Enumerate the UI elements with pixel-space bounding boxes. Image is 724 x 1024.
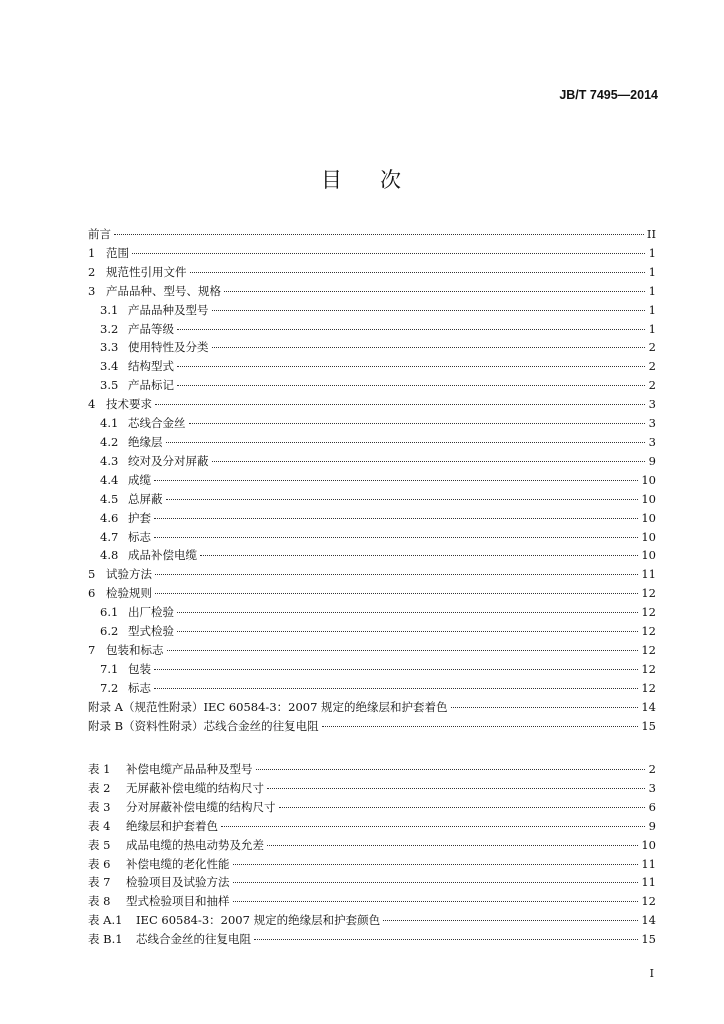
entry-label: 结构型式 [128,359,174,374]
dot-leader [155,574,638,575]
entry-page: 12 [641,586,656,601]
dot-leader [177,612,638,613]
dot-leader [221,826,645,827]
entry-page: 11 [641,875,656,890]
dot-leader [256,769,646,770]
entry-number: 4.4 [100,472,119,487]
entry-page: 1 [648,245,656,260]
toc-entry[interactable] [88,376,656,395]
dot-leader [212,310,646,311]
entry-number: 表 8 [88,894,111,909]
title-char-right: 次 [380,168,403,192]
entry-number: 6 [88,586,96,601]
dot-leader [177,366,645,367]
table-entry[interactable] [88,911,656,930]
entry-number: 3.5 [100,378,119,393]
dot-leader [233,882,639,883]
page-number: I [649,967,654,980]
entry-number: 4.8 [100,548,119,563]
page-title [0,164,724,194]
entry-page: 12 [641,624,656,639]
dot-leader [451,707,639,708]
dot-leader [154,518,638,519]
entry-label: 绞对及分对屏蔽 [128,453,209,468]
toc-entry[interactable] [88,622,656,641]
entry-number: 5 [88,567,96,582]
entry-label: IEC 60584-3：2007 规定的绝缘层和护套颜色 [136,913,381,928]
toc-entry[interactable] [88,414,656,433]
entry-label: 芯线合金丝 [128,416,186,431]
dot-leader [155,593,638,594]
dot-leader [267,788,645,789]
dot-leader [177,631,638,632]
entry-page: 9 [648,818,656,833]
toc-entry[interactable] [88,282,656,301]
table-entry[interactable] [88,760,656,779]
dot-leader [200,555,638,556]
entry-number: 表 6 [88,856,111,871]
dot-leader [154,688,638,689]
entry-page: 10 [641,548,656,563]
entry-number: 表 3 [88,799,111,814]
dot-leader [279,807,646,808]
toc-entry[interactable] [88,603,656,622]
toc-entry[interactable] [88,641,656,660]
entry-label: 补偿电缆产品品种及型号 [126,762,253,776]
entry-label: 护套 [128,510,151,525]
entry-page: 1 [648,283,656,298]
entry-page: 14 [641,913,656,928]
dot-leader [383,920,638,921]
entry-label: 芯线合金丝的往复电阻 [136,932,251,947]
entry-number: 表 7 [88,875,111,890]
entry-number: 3.1 [100,302,119,317]
dot-leader [155,404,645,405]
entry-number: 3.2 [100,321,119,336]
dot-leader [166,499,639,500]
table-entry[interactable] [88,817,656,836]
entry-page: 10 [641,837,656,852]
entry-page: 14 [641,699,656,714]
entry-page: 11 [641,567,656,582]
entry-number: 3.4 [100,359,119,374]
toc-entry[interactable] [88,225,656,244]
entry-number: 表 5 [88,837,111,852]
document-code: JB/T 7495—2014 [559,88,658,102]
entry-label: 包装和标志 [106,642,164,657]
dot-leader [322,726,639,727]
entry-label: 总屏蔽 [128,491,163,506]
toc-entry[interactable] [88,338,656,357]
table-entry[interactable] [88,930,656,949]
entry-page: II [646,227,656,241]
entry-label: 补偿电缆的老化性能 [126,856,230,871]
dot-leader [132,253,645,254]
entry-label: 分对屏蔽补偿电缆的结构尺寸 [126,799,276,814]
table-entry[interactable] [88,798,656,817]
entry-number: 3.3 [100,340,119,355]
entry-label: 使用特性及分类 [128,340,209,355]
table-entry[interactable] [88,892,656,911]
toc-entry[interactable] [88,509,656,528]
entry-label: 成品电缆的热电动势及允差 [126,837,264,852]
dot-leader [177,385,645,386]
entry-number: 6.1 [100,605,119,620]
toc-entry[interactable] [88,357,656,376]
entry-page: 10 [641,510,656,525]
entry-page: 1 [648,302,656,317]
dot-leader [166,442,646,443]
entry-page: 15 [641,932,656,947]
toc-entry[interactable] [88,565,656,584]
dot-leader [154,480,638,481]
dot-leader [224,291,645,292]
toc-entry[interactable] [88,395,656,414]
entry-label: 产品品种及型号 [128,302,209,317]
dot-leader [114,234,644,235]
entry-page: 10 [641,491,656,506]
toc-entry[interactable] [88,433,656,452]
entry-page: 15 [641,718,656,733]
entry-label: 前言 [88,227,111,241]
table-list [88,760,656,949]
dot-leader [189,423,646,424]
entry-number: 表 1 [88,762,111,776]
entry-number: 4.3 [100,453,119,468]
toc-entry[interactable] [88,660,656,679]
entry-label: 技术要求 [106,397,152,412]
entry-label: 成品补偿电缆 [128,548,197,563]
entry-number: 表 2 [88,780,111,795]
toc-entry[interactable] [88,528,656,547]
dot-leader [154,537,638,538]
entry-number: 1 [88,245,96,260]
table-entry[interactable] [88,873,656,892]
entry-label: 范围 [106,245,129,260]
entry-page: 10 [641,472,656,487]
entry-number: 7.1 [100,661,119,676]
dot-leader [190,272,646,273]
entry-label: 标志 [128,529,151,544]
entry-page: 12 [641,680,656,695]
entry-number: 表 A.1 [88,913,123,928]
entry-label: 标志 [128,680,151,695]
entry-number: 3 [88,283,96,298]
entry-page: 12 [641,661,656,676]
entry-page: 3 [648,780,656,795]
entry-page: 2 [648,340,656,355]
dot-leader [212,461,646,462]
entry-label: 试验方法 [106,567,152,582]
entry-page: 2 [648,762,656,776]
dot-leader [254,939,638,940]
toc-entry[interactable] [88,471,656,490]
entry-page: 1 [648,264,656,279]
entry-page: 12 [641,642,656,657]
toc-entry[interactable] [88,679,656,698]
dot-leader [177,329,645,330]
entry-number: 6.2 [100,624,119,639]
dot-leader [212,347,646,348]
toc-entry[interactable] [88,546,656,565]
toc-entry[interactable] [88,263,656,282]
table-entry[interactable] [88,779,656,798]
dot-leader [167,650,639,651]
entry-page: 3 [648,397,656,412]
entry-number: 2 [88,264,96,279]
title-char-left: 目 [321,168,344,192]
entry-page: 1 [648,321,656,336]
entry-page: 2 [648,378,656,393]
entry-label: 出厂检验 [128,605,174,620]
toc-list [88,225,656,735]
entry-page: 10 [641,529,656,544]
entry-label: 附录 A（规范性附录）IEC 60584-3：2007 规定的绝缘层和护套着色 [88,699,448,714]
entry-label: 检验项目及试验方法 [126,875,230,890]
toc-entry[interactable] [88,717,656,736]
toc-entry[interactable] [88,490,656,509]
entry-number: 4.6 [100,510,119,525]
entry-label: 规范性引用文件 [106,264,187,279]
entry-page: 11 [641,856,656,871]
entry-label: 检验规则 [106,586,152,601]
entry-number: 7.2 [100,680,119,695]
table-entry[interactable] [88,836,656,855]
toc-entry[interactable] [88,320,656,339]
entry-number: 4.7 [100,529,119,544]
dot-leader [267,845,638,846]
entry-number: 7 [88,642,96,657]
entry-label: 成缆 [128,472,151,487]
entry-page: 2 [648,359,656,374]
entry-label: 产品标记 [128,378,174,393]
dot-leader [233,901,639,902]
toc-entry[interactable] [88,301,656,320]
entry-page: 9 [648,453,656,468]
table-entry[interactable] [88,855,656,874]
entry-page: 6 [648,799,656,814]
entry-number: 4 [88,397,96,412]
entry-label: 无屏蔽补偿电缆的结构尺寸 [126,780,264,795]
entry-page: 3 [648,434,656,449]
entry-label: 型式检验项目和抽样 [126,894,230,909]
entry-page: 12 [641,605,656,620]
entry-number: 4.5 [100,491,119,506]
entry-label: 产品等级 [128,321,174,336]
entry-page: 3 [648,416,656,431]
entry-label: 型式检验 [128,624,174,639]
entry-label: 产品品种、型号、规格 [106,283,221,298]
entry-page: 12 [641,894,656,909]
toc-entry[interactable] [88,584,656,603]
entry-number: 表 B.1 [88,932,123,947]
entry-label: 包装 [128,661,151,676]
entry-label: 绝缘层 [128,434,163,449]
entry-number: 4.1 [100,416,119,431]
entry-number: 4.2 [100,434,119,449]
toc-entry[interactable] [88,452,656,471]
toc-entry[interactable] [88,698,656,717]
dot-leader [233,864,639,865]
entry-label: 附录 B（资料性附录）芯线合金丝的往复电阻 [88,718,319,733]
entry-number: 表 4 [88,818,111,833]
toc-entry[interactable] [88,244,656,263]
dot-leader [154,669,638,670]
entry-label: 绝缘层和护套着色 [126,818,218,833]
